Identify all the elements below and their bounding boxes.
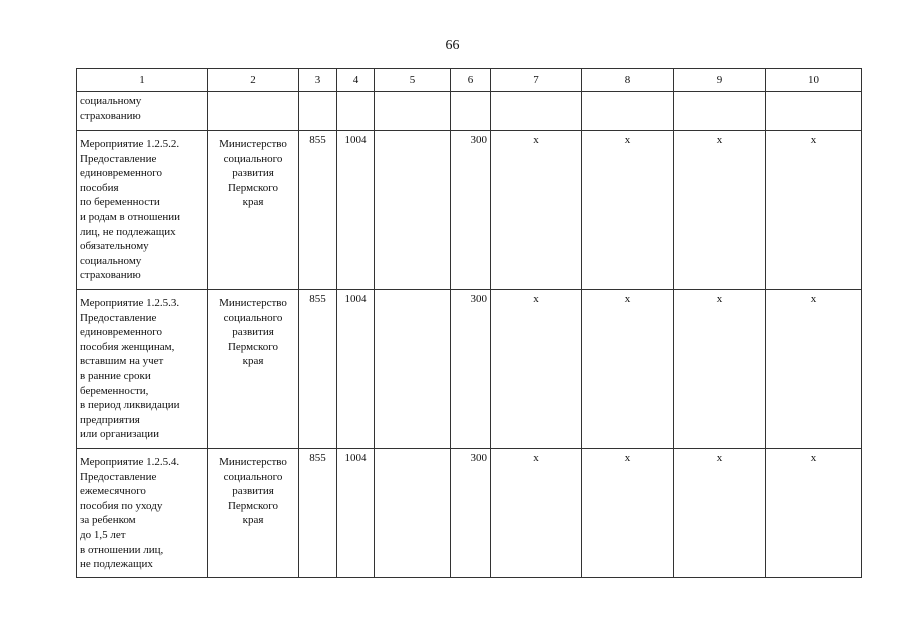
value-cell	[766, 92, 862, 131]
activity-description: социальному страхованию	[77, 92, 208, 131]
value-cell: x	[582, 290, 674, 449]
responsible-executor: Министерство социального развития Пермского края	[208, 449, 299, 578]
column-header: 5	[375, 69, 451, 92]
code-cell: 300	[451, 131, 491, 290]
code-cell: 1004	[337, 449, 375, 578]
activity-description: Мероприятие 1.2.5.3. Предоставление единовременного пособия женщинам, вставшим на учет в ранние сроки беременности, в период ликвидации предприятия или организации	[77, 290, 208, 449]
value-cell: x	[674, 290, 766, 449]
value-cell	[582, 92, 674, 131]
code-cell: 300	[451, 290, 491, 449]
table-header-row	[77, 69, 862, 92]
column-header: 10	[766, 69, 862, 92]
value-cell: x	[491, 449, 582, 578]
value-cell: x	[766, 131, 862, 290]
column-header: 8	[582, 69, 674, 92]
value-cell: x	[674, 131, 766, 290]
value-cell: x	[582, 449, 674, 578]
code-cell	[451, 92, 491, 131]
responsible-executor	[208, 92, 299, 131]
table-row	[77, 131, 862, 290]
code-cell	[299, 92, 337, 131]
page-number: 66	[445, 38, 460, 53]
responsible-executor: Министерство социального развития Пермского края	[208, 131, 299, 290]
value-cell: x	[491, 131, 582, 290]
code-cell	[375, 290, 451, 449]
column-header: 2	[208, 69, 299, 92]
column-header: 1	[77, 69, 208, 92]
value-cell: x	[766, 290, 862, 449]
budget-table	[76, 68, 862, 578]
table-row	[77, 449, 862, 578]
code-cell: 855	[299, 449, 337, 578]
code-cell: 300	[451, 449, 491, 578]
activity-description: Мероприятие 1.2.5.2. Предоставление единовременного пособия по беременности и родам в отношении лиц, не подлежащих обязательному социальному страхованию	[77, 131, 208, 290]
code-cell: 1004	[337, 290, 375, 449]
value-cell: x	[674, 449, 766, 578]
code-cell	[375, 449, 451, 578]
value-cell	[491, 92, 582, 131]
column-header: 9	[674, 69, 766, 92]
column-header: 4	[337, 69, 375, 92]
code-cell: 855	[299, 290, 337, 449]
code-cell	[375, 92, 451, 131]
value-cell: x	[491, 290, 582, 449]
activity-description: Мероприятие 1.2.5.4. Предоставление ежемесячного пособия по уходу за ребенком до 1,5 лет в отношении лиц, не подлежащих	[77, 449, 208, 578]
responsible-executor: Министерство социального развития Пермского края	[208, 290, 299, 449]
column-header: 7	[491, 69, 582, 92]
code-cell: 1004	[337, 131, 375, 290]
table-row	[77, 92, 862, 131]
code-cell	[375, 131, 451, 290]
value-cell: x	[766, 449, 862, 578]
value-cell: x	[582, 131, 674, 290]
code-cell	[337, 92, 375, 131]
column-header: 3	[299, 69, 337, 92]
code-cell: 855	[299, 131, 337, 290]
column-header: 6	[451, 69, 491, 92]
value-cell	[674, 92, 766, 131]
table-row	[77, 290, 862, 449]
